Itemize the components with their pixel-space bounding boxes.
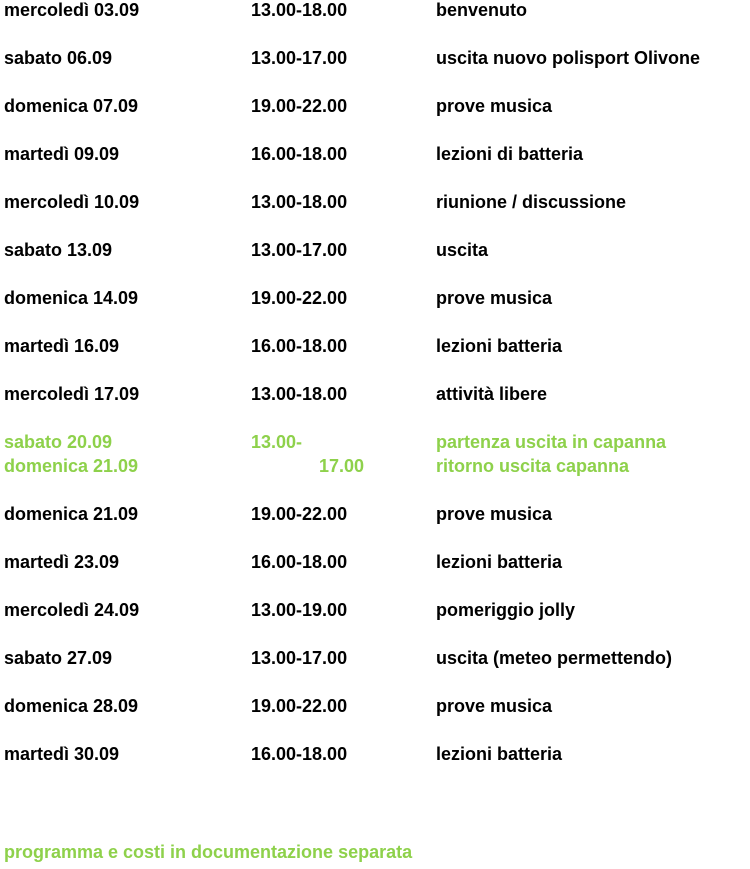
row-date: domenica 07.09	[4, 96, 139, 116]
row-activity: uscita (meteo permettendo)	[436, 648, 673, 668]
row-time: 13.00-18.00	[251, 192, 348, 212]
row-date: mercoledì 03.09	[4, 0, 140, 20]
row-time: 13.00-18.00	[251, 0, 348, 20]
row-activity: attività libere	[436, 384, 548, 404]
row-date: mercoledì 17.09	[4, 384, 140, 404]
schedule-row	[0, 46, 750, 94]
schedule-row	[0, 286, 750, 334]
schedule-row	[0, 0, 750, 46]
row-time: 19.00-22.00	[251, 96, 348, 116]
row-activity: lezioni batteria	[436, 744, 563, 764]
trip-date-start: sabato 20.09	[4, 432, 113, 452]
row-activity: uscita nuovo polisport Olivone	[436, 48, 701, 68]
row-time: 13.00-17.00	[251, 240, 348, 260]
row-activity: pomeriggio jolly	[436, 600, 576, 620]
schedule-row	[0, 694, 750, 742]
row-time: 16.00-18.00	[251, 144, 348, 164]
row-date: domenica 14.09	[4, 288, 139, 308]
row-time: 16.00-18.00	[251, 744, 348, 764]
trip-time	[251, 430, 364, 478]
schedule-row	[0, 646, 750, 694]
row-time: 19.00-22.00	[251, 288, 348, 308]
schedule-row	[0, 598, 750, 646]
trip-time-start: 13.00-	[251, 432, 303, 452]
row-activity: prove musica	[436, 504, 553, 524]
schedule-row	[0, 502, 750, 550]
schedule-row	[0, 742, 750, 790]
row-date: domenica 21.09	[4, 504, 139, 524]
footer-note: programma e costi in documentazione separata	[4, 842, 413, 862]
trip-time-end: 17.00	[318, 456, 364, 476]
row-date: martedì 23.09	[4, 552, 120, 572]
row-date: martedì 09.09	[4, 144, 120, 164]
row-activity: riunione / discussione	[436, 192, 627, 212]
row-date: mercoledì 10.09	[4, 192, 140, 212]
row-date: domenica 28.09	[4, 696, 139, 716]
row-date: martedì 30.09	[4, 744, 120, 764]
row-time: 13.00-18.00	[251, 384, 348, 404]
row-date: martedì 16.09	[4, 336, 120, 356]
row-time: 13.00-17.00	[251, 648, 348, 668]
trip-row	[0, 430, 750, 502]
schedule-row	[0, 238, 750, 286]
schedule-row	[0, 382, 750, 430]
row-date: sabato 27.09	[4, 648, 113, 668]
row-activity: lezioni di batteria	[436, 144, 584, 164]
schedule-row	[0, 94, 750, 142]
row-time: 13.00-19.00	[251, 600, 348, 620]
row-date: sabato 06.09	[4, 48, 113, 68]
row-activity: uscita	[436, 240, 489, 260]
trip-date-end: domenica 21.09	[4, 456, 139, 476]
row-activity: lezioni batteria	[436, 552, 563, 572]
row-activity: benvenuto	[436, 0, 528, 20]
schedule-row	[0, 190, 750, 238]
trip-activity-start: partenza uscita in capanna	[436, 432, 667, 452]
trip-activity-end: ritorno uscita capanna	[436, 456, 630, 476]
row-time: 16.00-18.00	[251, 336, 348, 356]
schedule-row	[0, 334, 750, 382]
row-time: 13.00-17.00	[251, 48, 348, 68]
row-activity: lezioni batteria	[436, 336, 563, 356]
trip-dates	[4, 430, 138, 478]
schedule-row	[0, 142, 750, 190]
row-time: 19.00-22.00	[251, 696, 348, 716]
schedule-row	[0, 550, 750, 598]
row-activity: prove musica	[436, 696, 553, 716]
row-activity: prove musica	[436, 288, 553, 308]
row-date: mercoledì 24.09	[4, 600, 140, 620]
row-date: sabato 13.09	[4, 240, 113, 260]
row-time: 19.00-22.00	[251, 504, 348, 524]
row-activity: prove musica	[436, 96, 553, 116]
trip-activities	[436, 430, 666, 478]
row-time: 16.00-18.00	[251, 552, 348, 572]
